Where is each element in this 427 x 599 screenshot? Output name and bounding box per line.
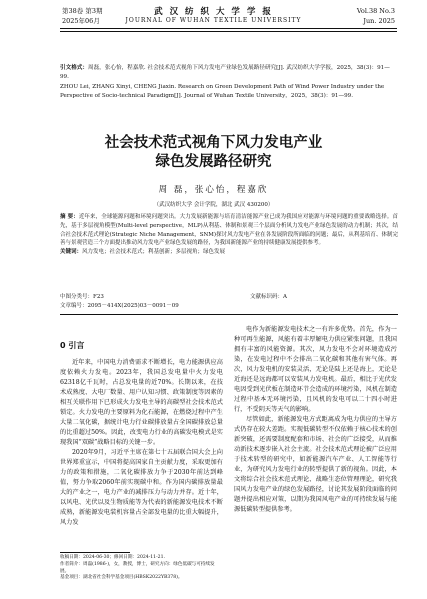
body-paragraph: 2020年9月，习近平主席在第七十五届联合国大会上向世界郑重宣示，中国将提高国家自主贡献力度，采取更加有力的政策和措施，二氧化碳排放力争于2030年前达到峰值，努力争取2060年前实现碳中和。作为国内碳排放量最大的产业之一，电力产业的减排压力与动力并存。近十年，以风电、光伏以及生物质能等为代表的新能源发电技术不断成熟，新能源发电装机容量占全部发电量的比重大幅提升，风力发 (60, 449, 223, 526)
classification-info (60, 293, 398, 311)
header-rule-thin (60, 31, 397, 32)
citation-block (60, 64, 398, 102)
affiliation: （武汉纺织大学 会计学院，湖北 武汉 430200） (153, 202, 274, 208)
abstract (60, 213, 398, 257)
journal-name-en: JOURNAL OF WUHAN TEXTILE UNIVERSITY (125, 17, 302, 24)
publish-date-cn: 2025年06月 (62, 17, 100, 25)
citation-en: ZHOU Lei, ZHANG Xinyi, CHENG Jiaxin. Research on Green Development Path of Wind Power Industry under the Perspective of Socio-technical Paradigm[J]. Journal of Wuhan Textile University，2025，38(3)：91—99. (60, 84, 385, 99)
footnote-received: 收稿日期：2024-06-30；修回日期：2024-11-21. (60, 555, 165, 560)
body-column-right (234, 325, 397, 515)
author-list: 周 磊，张心怡，程嘉欣 (158, 185, 269, 195)
footnote-author: 作者简介：周磊(1986-)，女，教授，博士，研究方向：绿色低碳与可持续发展。 (60, 561, 215, 574)
journal-name-cn: 武 汉 纺 织 大 学 学 报 (154, 7, 273, 17)
citation-cn: 引文格式：周磊，张心怡，程嘉欣. 社会技术范式视角下风力发电产业绿色发展路径研究[J]. 武汉纺织大学学报，2025，38(3)：91—99. (60, 65, 390, 80)
paper-title-line-2: 绿色发展路径研究 (155, 154, 272, 170)
keywords: 关键词：风力发电；社会技术范式；利基创新；多层视角；绿色发展 (60, 249, 226, 256)
abstract-rule (60, 314, 398, 315)
clc-label: 中图分类号： (60, 294, 94, 300)
volume-issue-en: Vol.38 No.3 (356, 7, 395, 15)
footnote-rule (60, 552, 130, 553)
section-heading-introduction: 0 引言 (60, 341, 85, 350)
abstract-label: 摘 要： (60, 214, 79, 220)
header-rule-thick (60, 28, 397, 29)
clc-value: F23 (93, 294, 104, 300)
publish-date-en: Jun. 2025 (363, 17, 395, 25)
citation-label: 引文格式： (60, 65, 88, 71)
paper-title-line-1: 社会技术范式视角下风力发电产业 (104, 135, 323, 151)
footnote-fund: 基金项目：湖北省社会科学基金项目(HBSK2022YB378)。 (60, 575, 183, 581)
abstract-text: 摘 要：近年来，全球能源问题和环境问题突出。大力发展新能源与培育清洁能源产业已成为我国应对能源与环境问题的重要战略选择。首先，基于多层视角模型(Multi-level perspective，MLP)从利基、体制和景观三个层面分析风力发电产业绿色发展的动力机制；其次，结合社会技术范式理论(Strategic Niche Management，SNM)探讨风力发电产业在各发展阶段所面临的问题；最后，从利基培育、体制完善与景观营造三个方面提出推动风力发电产业绿色发展的路径，为我国新能源产业的持续健康发展提供参考。 (60, 214, 398, 247)
body-paragraph: 尽管如此，新能源发电方式距离成为电力供应的主导方式仍存在较大差距。实现低碳转型不仅依赖于核心技术的创新突破，还需要制度配套和市场、社会的广泛接受，从而推动新技术逐步嵌入社会主流。社会技术范式理论被广泛应用于技术转型的研究中，如新能源汽车产业、人工智能等行业，为研究风力发电行业的转型提供了新的视角。因此，本文将综合社会技术范式理论、战略生态位管理理论，研究我国风力发电产业的绿色发展路径，讨论其发展阶段面临的问题并提出相应对策，以期为我国风电产业的可持续发展与能源低碳转型提供参考。 (234, 416, 397, 513)
journal-header (0, 0, 427, 48)
keywords-label: 关键词： (60, 249, 83, 256)
article-number-label: 文章编号： (60, 303, 88, 309)
doc-code-value: A (283, 294, 287, 300)
header-right (357, 6, 395, 26)
doc-code-label: 文献标识码： (250, 294, 284, 300)
volume-issue-cn: 第38卷 第3期 (62, 7, 103, 15)
body-paragraph: 近年来，中国电力消费需求不断增长，电力能源供应高度依赖火力发电。2023年，我国总发电量中火力发电62318亿千瓦时，占总发电量的近70%。长期以来，在技术成熟度、大电厂数量、用户认知习惯、政策制度等因素的相互关联作用下已形成火力发电主导的高碳型社会技术范式锁定。火力发电的主要原料为化石能源，在燃烧过程中产生大量二氧化碳，据统计电力行业碳排放量占全国碳排放总量的比重超过50%。因此，改变电力行业的高碳发电模式是实现我国“双碳”战略目标的关键一步。 (60, 359, 223, 446)
body-column-left (60, 325, 223, 528)
article-number-value: 2095－414X(2025)03－0091－09 (87, 303, 179, 309)
footnotes (60, 552, 223, 582)
body-paragraph: 电作为新能源发电技术之一有许多优势。首先，作为一种可再生能源，风能有着丰厚解电力供应紧张问题，且我国拥有丰富的风能资源。其次，风力发电不会对环境造成污染，在发电过程中不会排出二氧化碳和其他有害气体。再次，风力发电机的安装灵活，无论是陆上还是海上，无论是近海还是远海都可以安装风力发电机。最后，相比于光伏发电因受到光伏板在制造环节会造成的环境污染，风机在制造过程中基本无环境污染，且风机的发电可以二十四小时进行，不受阴天等天气的影响。 (234, 326, 397, 413)
